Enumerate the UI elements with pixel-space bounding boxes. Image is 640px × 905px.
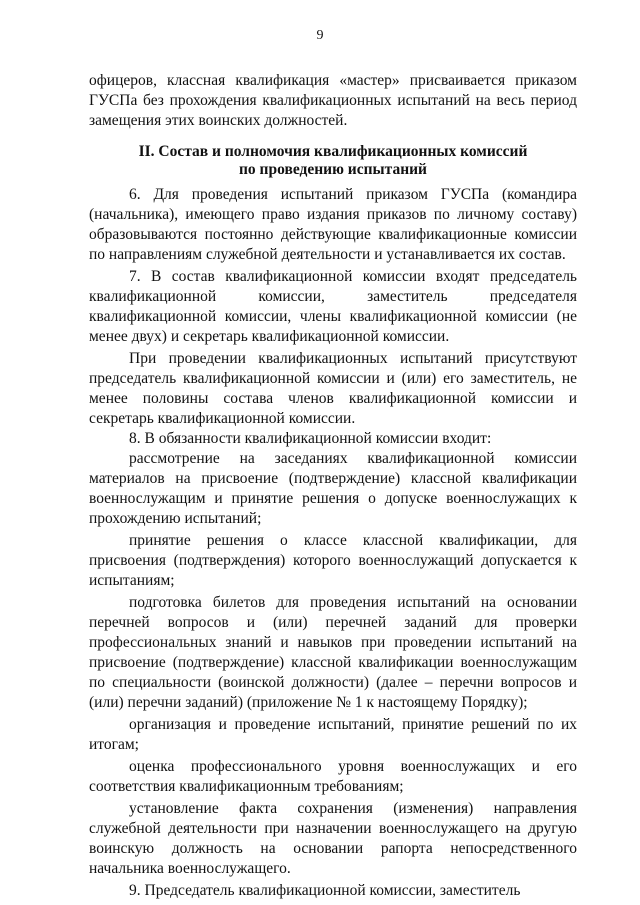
page-number: 9: [316, 28, 324, 43]
section-heading-line-1: II. Состав и полномочия квалификационных комиссий: [138, 143, 528, 160]
intro-paragraph: офицеров, классная квалификация «мастер» присваивается приказом ГУСПа без прохождения квалификационных испытаний на весь период замещения этих воинских должностей.: [89, 72, 577, 129]
duty-review-materials: рассмотрение на заседаниях квалификационной комиссии материалов на присвоение (подтверждение) классной квалификации военнослужащим и принятие решения о допуске военнослужащих к прохождению испытаний;: [89, 450, 577, 527]
duty-establish-direction: установление факта сохранения (изменения) направления служебной деятельности при назначении военнослужащего на другую воинскую должность на основании рапорта непосредственного начальника военнослужащего.: [89, 800, 577, 877]
duty-organize-tests: организация и проведение испытаний, принятие решений по их итогам;: [89, 716, 577, 753]
paragraph-8: 8. В обязанности квалификационной комиссии входит:: [129, 430, 492, 447]
document-body: [89, 71, 577, 901]
paragraph-7-attendance: При проведении квалификационных испытаний присутствуют председатель квалификационной комиссии и (или) его заместитель, не менее половины состава членов квалификационной комиссии и секретарь квалификационной комиссии.: [89, 350, 577, 427]
duty-assess-level: оценка профессионального уровня военнослужащих и его соответствия квалификационным требованиям;: [89, 758, 577, 795]
section-heading: [89, 143, 577, 179]
paragraph-9: 9. Председатель квалификационной комиссии, заместитель: [129, 882, 521, 899]
paragraph-6: 6. Для проведения испытаний приказом ГУСПа (командира (начальника), имеющего право издания приказов по личному составу) образовываются постоянно действующие квалификационные комиссии по направлениям служебной деятельности и устанавливается их состав.: [89, 186, 577, 263]
duty-class-decision: принятие решения о классе классной квалификации, для присвоения (подтверждения) которого военнослужащий допускается к испытаниям;: [89, 532, 577, 589]
section-heading-line-2: по проведению испытаний: [238, 161, 427, 178]
paragraph-7: 7. В состав квалификационной комиссии входят председатель квалификационной комиссии, заместитель председателя квалификационной комиссии, члены квалификационной комиссии (не менее двух) и секретарь квалификационной комиссии.: [89, 268, 577, 345]
duty-ticket-preparation: подготовка билетов для проведения испытаний на основании перечней вопросов и (или) перечней заданий для проверки профессиональных знаний и навыков при проведении испытаний на присвоение (подтверждение) классной квалификации военнослужащим по специальности (воинской должности) (далее – перечни вопросов и (или) перечни заданий) (приложение № 1 к настоящему Порядку);: [89, 594, 577, 711]
